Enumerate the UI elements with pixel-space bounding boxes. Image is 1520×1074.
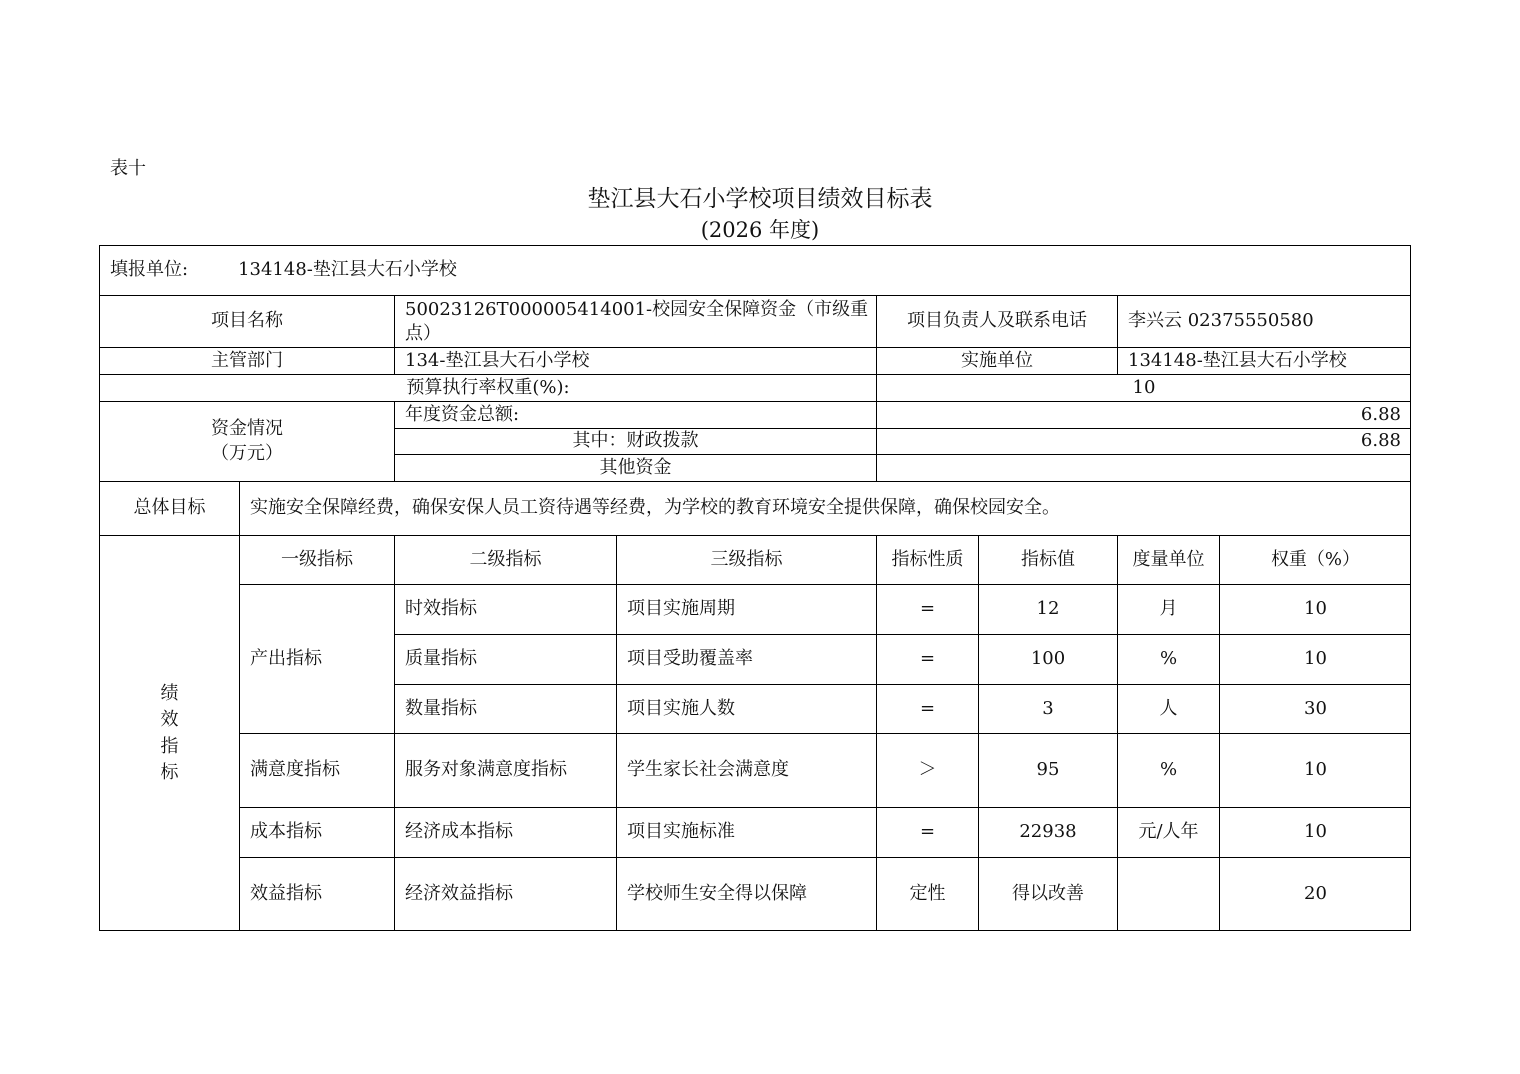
output-indicator-label: 产出指标 xyxy=(239,584,394,733)
table-row-weight: 30 xyxy=(1219,684,1411,733)
header-level2: 二级指标 xyxy=(394,535,616,584)
overall-goal-text: 实施安全保障经费，确保安保人员工资待遇等经费，为学校的教育环境安全提供保障，确保校园安全。 xyxy=(239,481,1411,535)
table-row-level3: 项目实施人数 xyxy=(616,684,876,733)
project-leader-value: 李兴云 02375550580 xyxy=(1117,295,1411,347)
table-row-level3: 学生家长社会满意度 xyxy=(616,733,876,807)
header-value: 指标值 xyxy=(978,535,1117,584)
table-number: 表十 xyxy=(110,158,146,179)
implementing-unit-label: 实施单位 xyxy=(876,347,1117,374)
table-row-level3: 项目实施周期 xyxy=(616,584,876,634)
table-row-nature: = xyxy=(876,634,978,684)
funds-other-value xyxy=(876,454,1411,481)
table-row-weight: 10 xyxy=(1219,733,1411,807)
reporting-unit-value: 134148-垫江县大石小学校 xyxy=(238,259,457,281)
reporting-unit-row xyxy=(99,245,1411,295)
table-row-level1: 成本指标 xyxy=(239,807,394,857)
page-subtitle: (2026 年度) xyxy=(700,218,820,242)
table-row-value: 100 xyxy=(978,634,1117,684)
department-label: 主管部门 xyxy=(99,347,394,374)
funds-fiscal-value: 6.88 xyxy=(876,428,1411,454)
table-row-value: 3 xyxy=(978,684,1117,733)
table-row-weight: 10 xyxy=(1219,584,1411,634)
table-row-value: 得以改善 xyxy=(978,857,1117,931)
header-level1: 一级指标 xyxy=(239,535,394,584)
section-char: 指 xyxy=(160,735,179,757)
table-row-unit xyxy=(1117,857,1219,931)
funds-other-label: 其他资金 xyxy=(394,454,876,481)
table-row-level1: 效益指标 xyxy=(239,857,394,931)
department-value: 134-垫江县大石小学校 xyxy=(394,347,876,374)
budget-weight-value: 10 xyxy=(876,374,1411,401)
project-name-label: 项目名称 xyxy=(99,295,394,347)
table-row-nature: 定性 xyxy=(876,857,978,931)
performance-indicators-label xyxy=(99,535,239,931)
table-row-level2: 经济成本指标 xyxy=(394,807,616,857)
funds-label-line1: 资金情况 xyxy=(211,418,283,440)
table-row-unit: % xyxy=(1117,733,1219,807)
table-row-nature: = xyxy=(876,807,978,857)
funds-label xyxy=(99,401,394,481)
table-row-nature: = xyxy=(876,584,978,634)
table-row-value: 12 xyxy=(978,584,1117,634)
table-row-weight: 10 xyxy=(1219,634,1411,684)
funds-total-label: 年度资金总额: xyxy=(394,401,876,428)
implementing-unit-value: 134148-垫江县大石小学校 xyxy=(1117,347,1411,374)
table-row-weight: 20 xyxy=(1219,857,1411,931)
table-row-nature: ＞ xyxy=(876,733,978,807)
table-row-level2: 时效指标 xyxy=(394,584,616,634)
table-row-level1: 满意度指标 xyxy=(239,733,394,807)
section-char: 标 xyxy=(160,761,179,783)
funds-fiscal-label: 其中：财政拨款 xyxy=(394,428,876,454)
table-row-level2: 质量指标 xyxy=(394,634,616,684)
table-row-unit: 人 xyxy=(1117,684,1219,733)
section-char: 绩 xyxy=(160,683,179,705)
table-row-level2: 经济效益指标 xyxy=(394,857,616,931)
overall-goal-label: 总体目标 xyxy=(99,481,239,535)
table-row-level2: 数量指标 xyxy=(394,684,616,733)
budget-weight-label: 预算执行率权重(%): xyxy=(99,374,876,401)
project-name-value: 50023126T000005414001-校园安全保障资金（市级重点） xyxy=(394,295,876,347)
table-row-weight: 10 xyxy=(1219,807,1411,857)
section-char: 效 xyxy=(160,709,179,731)
table-row-unit: 月 xyxy=(1117,584,1219,634)
reporting-unit-label: 填报单位: xyxy=(110,259,189,281)
table-row-level3: 学校师生安全得以保障 xyxy=(616,857,876,931)
header-unit: 度量单位 xyxy=(1117,535,1219,584)
table-row-value: 95 xyxy=(978,733,1117,807)
table-row-unit: 元/人年 xyxy=(1117,807,1219,857)
funds-total-value: 6.88 xyxy=(876,401,1411,428)
header-nature: 指标性质 xyxy=(876,535,978,584)
header-level3: 三级指标 xyxy=(616,535,876,584)
page-title: 垫江县大石小学校项目绩效目标表 xyxy=(587,186,933,212)
table-row-unit: % xyxy=(1117,634,1219,684)
header-weight: 权重（%） xyxy=(1219,535,1411,584)
table-row-value: 22938 xyxy=(978,807,1117,857)
table-row-level2: 服务对象满意度指标 xyxy=(394,733,616,807)
funds-label-line2: （万元） xyxy=(211,442,283,464)
project-leader-label: 项目负责人及联系电话 xyxy=(876,295,1117,347)
table-row-nature: = xyxy=(876,684,978,733)
table-row-level3: 项目受助覆盖率 xyxy=(616,634,876,684)
table-row-level3: 项目实施标准 xyxy=(616,807,876,857)
